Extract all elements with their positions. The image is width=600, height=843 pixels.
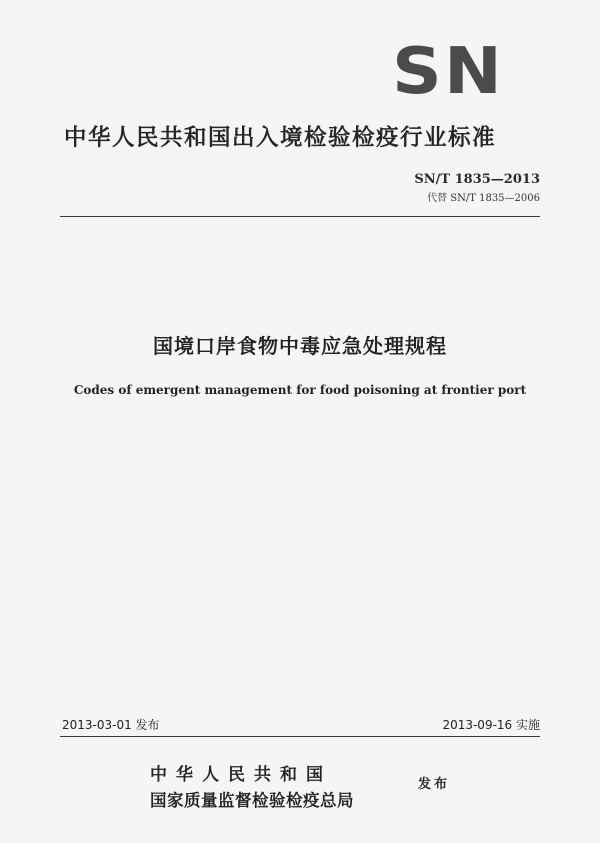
replaces-note: 代替 SN/T 1835—2006 (427, 193, 540, 204)
sn-logo: SN (392, 35, 504, 109)
standard-series-title: 中华人民共和国出入境检验检疫行业标准 (64, 125, 497, 151)
publisher-agency: 国家质量监督检验检疫总局 (150, 791, 354, 810)
top-divider (60, 216, 540, 217)
implementation-date: 2013-09-16 实施 (442, 718, 540, 732)
document-title-chinese: 国境口岸食物中毒应急处理规程 (153, 334, 447, 358)
publish-label: 发布 (418, 777, 451, 792)
publisher-country: 中华人民共和国 (150, 765, 332, 785)
standard-code: SN/T 1835—2013 (414, 172, 540, 187)
document-title-english: Codes of emergent management for food poisoning at frontier port (73, 383, 527, 397)
bottom-divider (60, 736, 540, 737)
publisher-block (150, 760, 354, 811)
standard-code-block (414, 172, 540, 204)
issue-date: 2013-03-01 发布 (62, 718, 160, 732)
